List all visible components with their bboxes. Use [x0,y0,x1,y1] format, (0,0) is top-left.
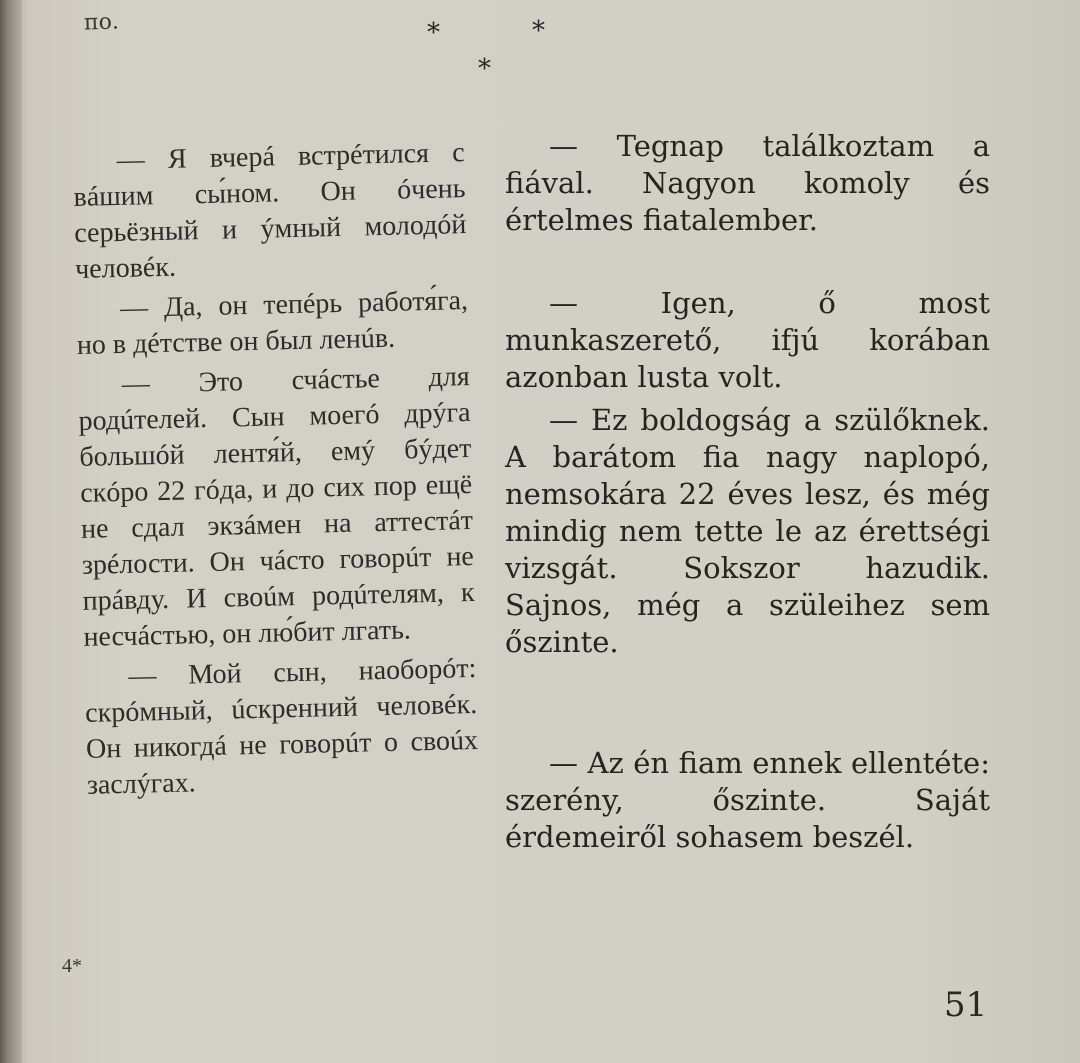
russian-column [72,121,479,804]
section-star-3: * [478,54,491,84]
footnote-mark: 4* [62,955,82,977]
russian-paragraph-2: — Да, он тепéрь работя́га, но в дéтстве он был ленúв. [76,285,469,361]
hungarian-paragraph-4: — Az én fiam ennek ellentéte: szerény, őszinte. Saját érdemeiről sohasem beszél. [505,746,990,854]
russian-paragraph-4: — Мой сын, наоборóт: скрóмный, úскренний человéк. Он никогдá не говорúт о своúх заслýгах. [84,652,479,801]
section-star-1: * [427,18,440,48]
russian-paragraph-1: — Я вчерá встрéтился с вáшим сы́ном. Он óчень серьёзный и ýмный молодóй человéк. [73,137,467,285]
previous-text-fragment: по. [83,9,120,36]
hungarian-paragraph-3: — Ez boldogság a szülőknek. A barátom fia nagy naplopó, nemsokára 22 éves lesz, és még mindig nem tette le az érettségi vizsgát. Sokszor hazudik. Sajnos, még a szüleihez sem őszinte. [505,403,990,659]
page-binding-edge [0,0,22,1063]
hungarian-paragraph-2: — Igen, ő most munkaszerető, ifjú korában azonban lusta volt. [505,286,990,394]
russian-paragraph-3: — Это счáстье для родúтелей. Сын моегó дрýга большóй лентя́й, емý бýдет скóро 22 гóда, и до сих пор ещё не сдал экзáмен на аттестáт зрéлости. Он чáсто говорúт не прáвду. И своúм родúтелям, к несчáстью, он лю́бит лгать. [78,361,475,653]
hungarian-paragraph-1: — Tegnap találkoztam a fiával. Nagyon komoly és értelmes fiatalember. [505,129,990,237]
hungarian-column [505,128,990,856]
section-star-2: * [532,16,545,46]
page-number: 51 [944,985,988,1025]
